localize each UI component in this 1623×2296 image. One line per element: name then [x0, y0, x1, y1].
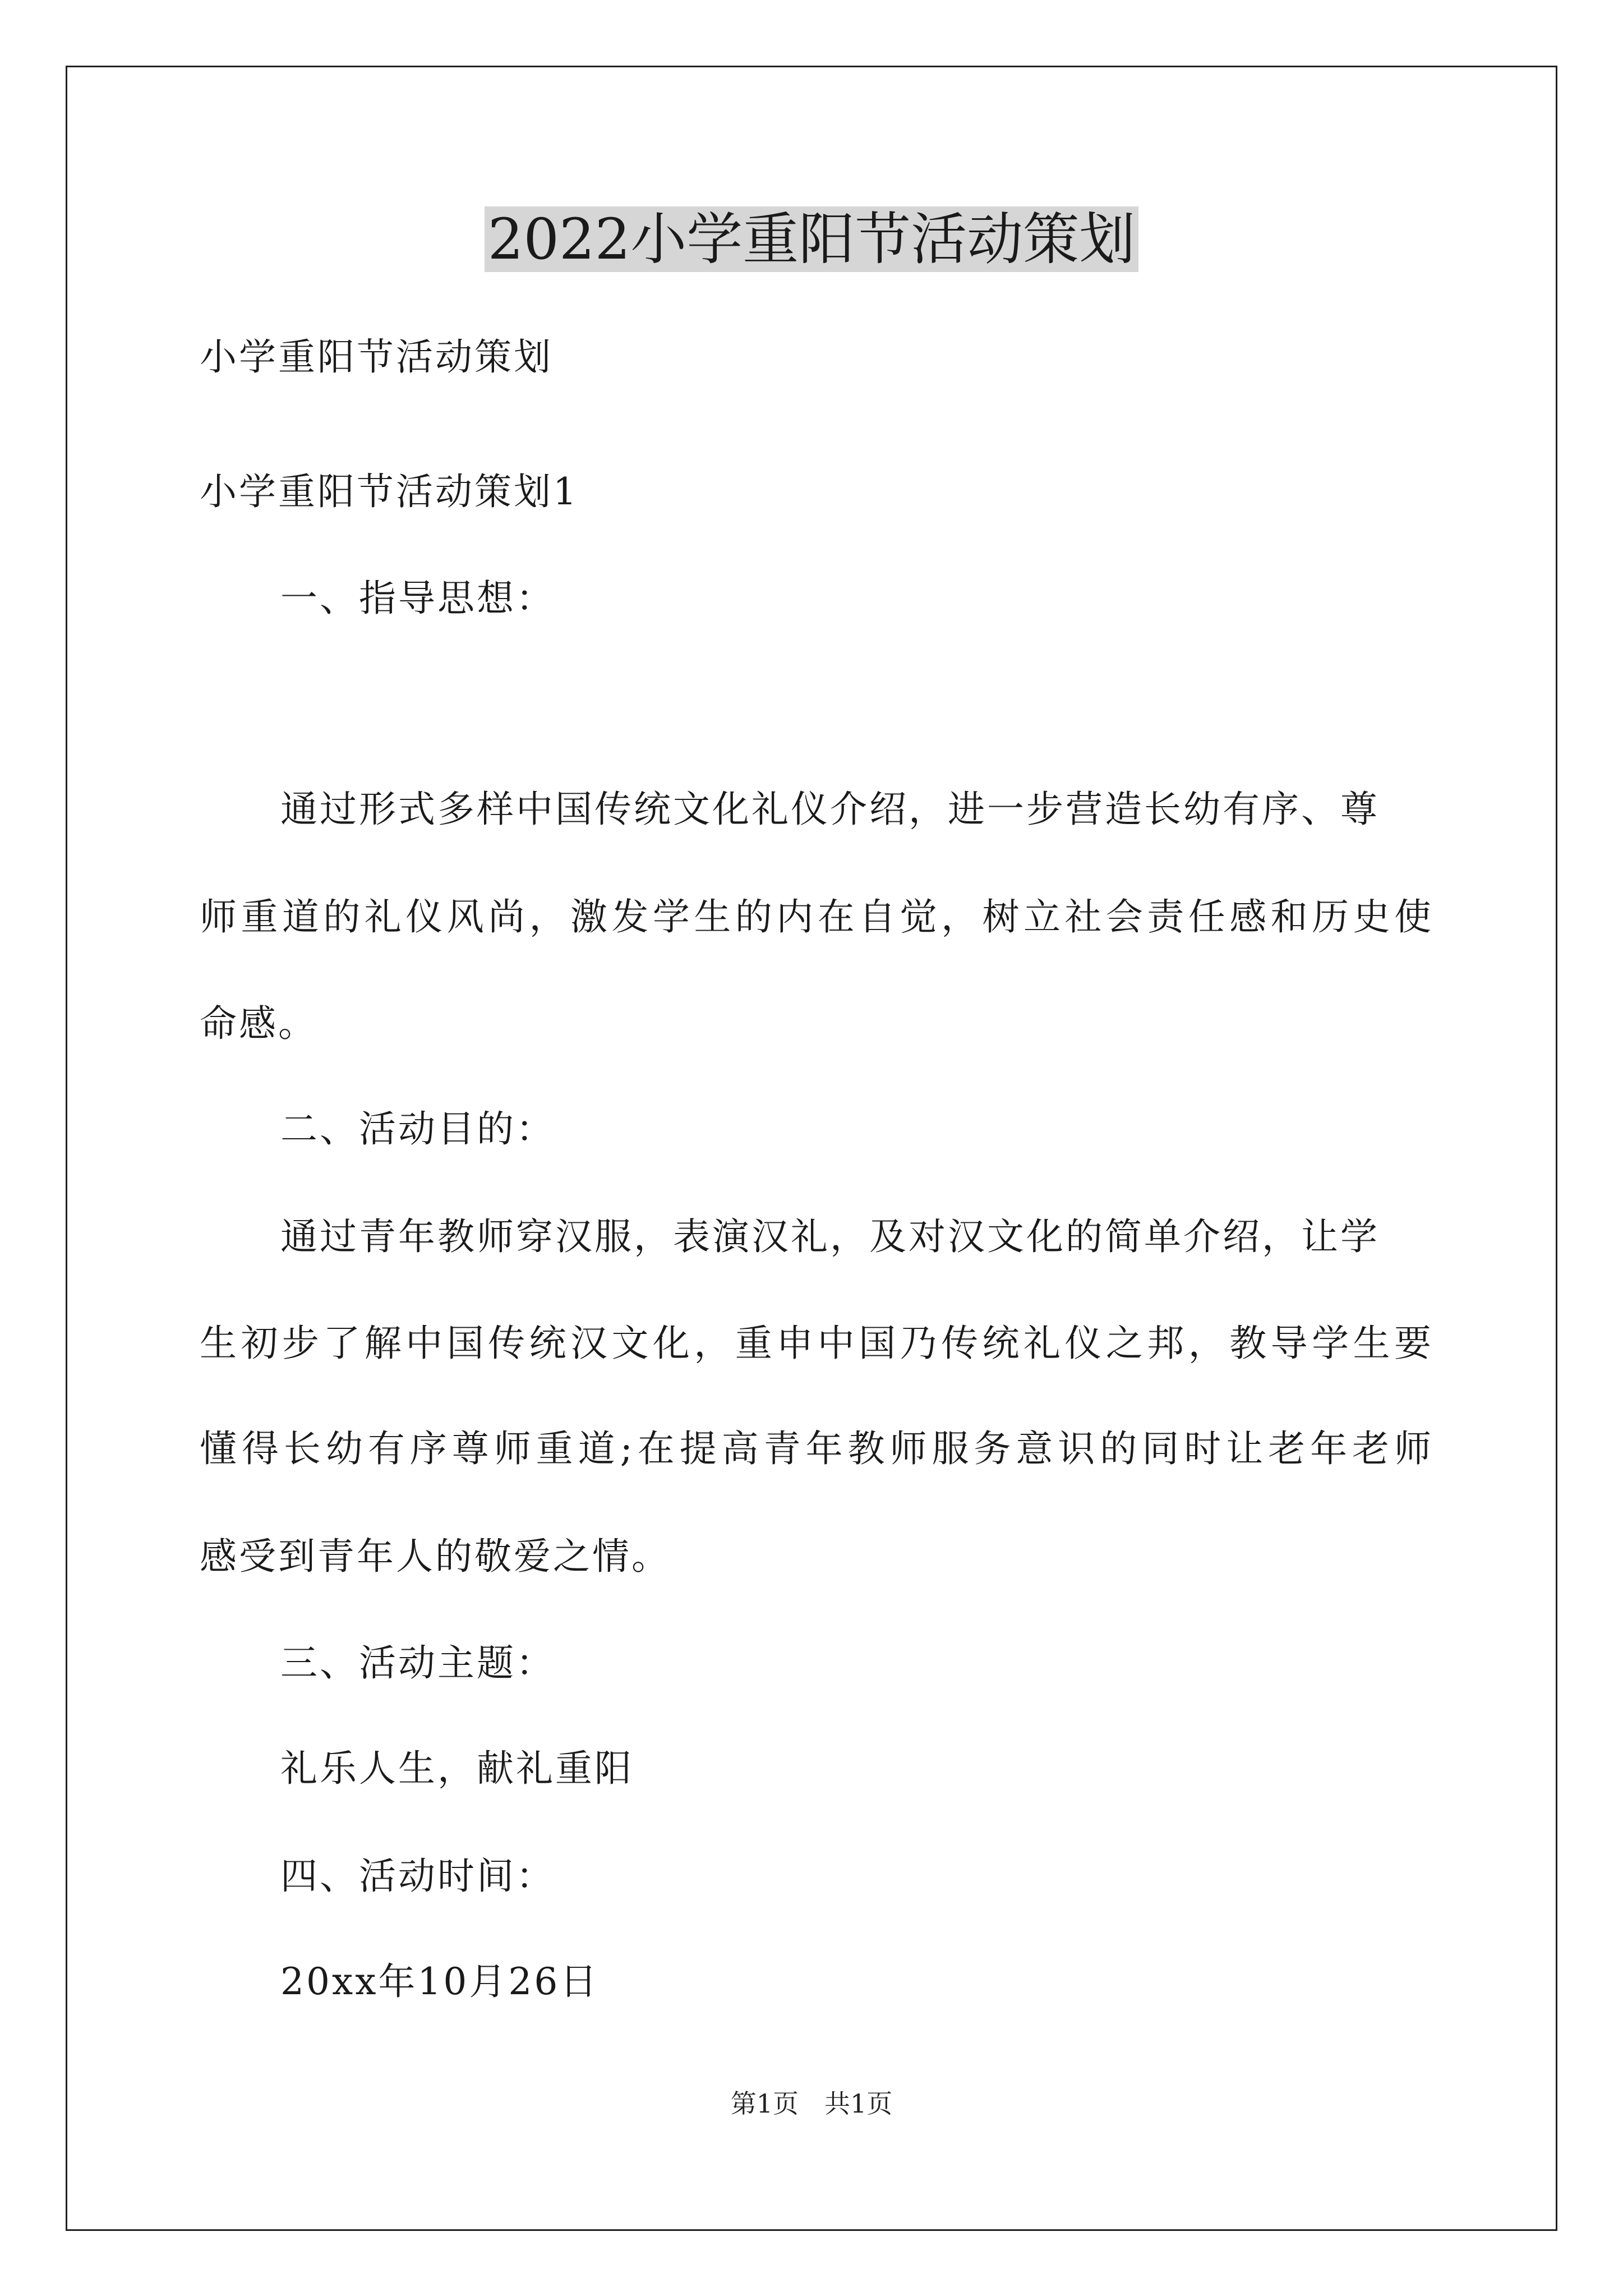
paragraph-2-line-2: 生初步了解中国传统汉文化，重申中国乃传统礼仪之邦，教导学生要	[200, 1322, 1433, 1365]
paragraph-2-line-3: 懂得长幼有序尊师重道;在提高青年教师服务意识的同时让老年老师	[200, 1427, 1433, 1470]
activity-date: 20xx年10月26日	[280, 1960, 600, 2003]
page-number-total: 共1页	[824, 2088, 893, 2119]
heading-activity-purpose: 二、活动目的：	[280, 1107, 555, 1151]
section-title: 小学重阳节活动策划1	[200, 470, 579, 513]
page-footer	[0, 2087, 1623, 2120]
document-title: 2022小学重阳节活动策划	[0, 203, 1623, 276]
heading-activity-theme: 三、活动主题：	[280, 1641, 555, 1685]
heading-guiding-thought: 一、指导思想：	[280, 577, 555, 620]
heading-activity-time: 四、活动时间：	[280, 1855, 555, 1898]
paragraph-2-line-4: 感受到青年人的敬爱之情。	[200, 1535, 671, 1578]
activity-theme: 礼乐人生，献礼重阳	[280, 1747, 634, 1790]
paragraph-1-line-3: 命感。	[200, 1002, 317, 1045]
document-subtitle: 小学重阳节活动策划	[200, 335, 553, 379]
paragraph-1-line-1: 通过形式多样中国传统文化礼仪介绍，进一步营造长幼有序、尊	[280, 788, 1380, 831]
paragraph-2-line-1: 通过青年教师穿汉服，表演汉礼，及对汉文化的简单介绍，让学	[280, 1215, 1380, 1258]
page-number-current: 第1页	[730, 2088, 799, 2119]
paragraph-1-line-2: 师重道的礼仪风尚，激发学生的内在自觉，树立社会责任感和历史使	[200, 895, 1433, 938]
